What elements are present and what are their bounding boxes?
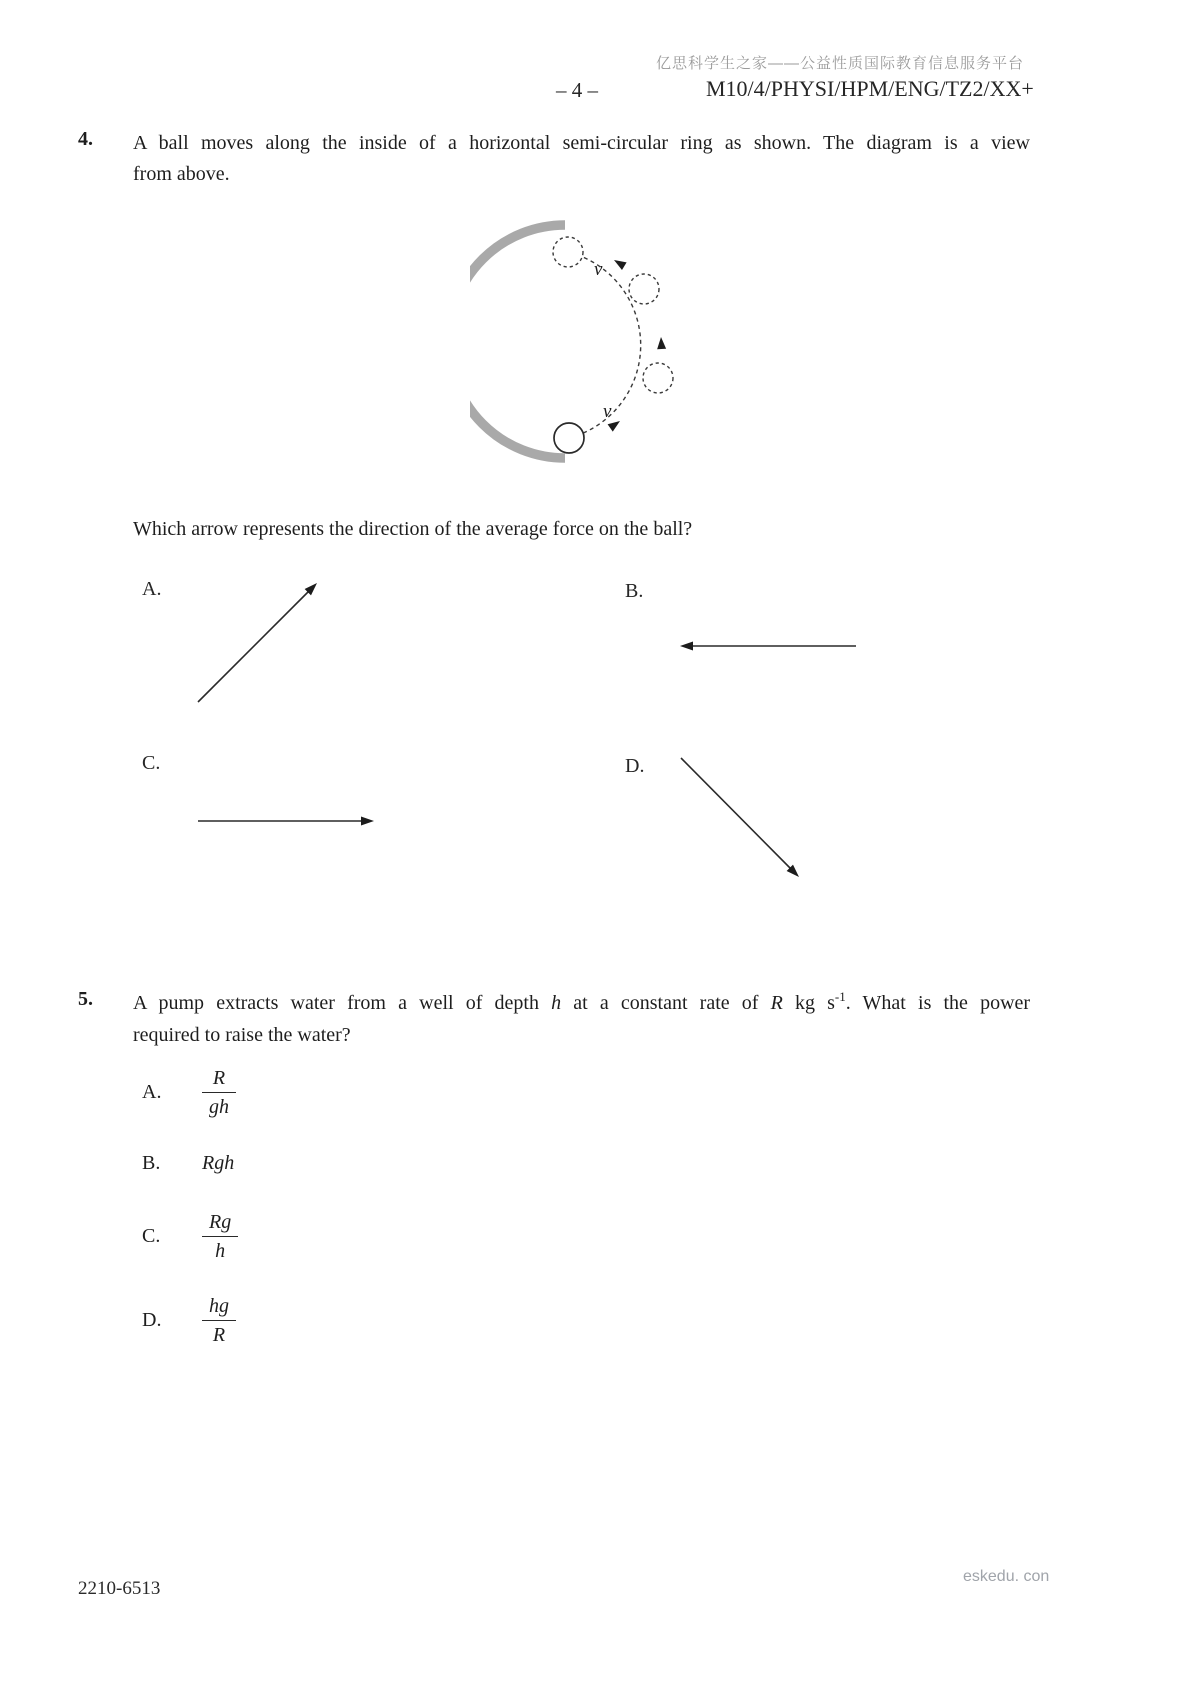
q4-option-b-arrow [670,634,865,658]
q5-option-c [142,1206,238,1266]
ball-start [554,423,584,453]
q5-option-d [142,1290,236,1350]
q5-option-d-formula: $\frac{hg}{R}$ [202,1295,236,1346]
q5-var-h: h [551,992,562,1014]
q4-option-a-arrow [190,575,330,715]
q4-option-c-arrow [190,809,385,833]
ball-position-dashed-2 [629,274,659,304]
question-4-number: 4. [78,128,93,150]
question-5-line2: required to raise the water? [133,1024,351,1046]
question-4-prompt: Which arrow represents the direction of the average force on the ball? [133,518,693,540]
q5-text-2: at a constant rate of [573,992,759,1014]
page-number: – 4 – [556,78,598,102]
q5-unit: kg $s^{-1}$ [794,989,846,1014]
q4-option-d-arrow [672,748,812,890]
ring-diagram [470,195,720,475]
q5-option-b [142,1150,234,1176]
question-4-text [133,128,1030,190]
trajectory-arrowhead-top [612,256,627,270]
q5-option-a-label: A. [142,1080,162,1103]
q5-option-d-label: D. [142,1308,162,1331]
trajectory-arrowhead-middle [657,337,667,349]
question-5-text [133,988,1030,1051]
q5-option-b-formula: Rgh [202,1151,235,1174]
q5-text-3: . What is the power [845,992,1031,1014]
v-label-bottom: v [603,401,612,422]
question-5-number: 5. [78,988,93,1010]
semi-circular-ring [470,225,565,458]
q4-option-b-label: B. [625,580,644,602]
question-4-line1: A ball moves along the inside of a horizontal semi-circular ring as shown. The diagram is a view [133,132,1030,154]
paper-code: M10/4/PHYSI/HPM/ENG/TZ2/XX+ [706,76,1034,101]
ball-position-dashed-3 [553,237,583,267]
watermark-text: eskedu. con [963,1568,1050,1585]
v-label-top: v [594,259,603,280]
q4-option-d-label: D. [625,755,645,777]
q5-option-a-formula: $\frac{R}{gh}$ [202,1067,236,1118]
q5-option-c-label: C. [142,1224,161,1247]
site-banner: 亿思科学生之家——公益性质国际教育信息服务平台 [656,55,1025,72]
ball-position-dashed-1 [643,363,673,393]
q4-option-a-label: A. [142,578,162,600]
question-4-line2: from above. [133,163,230,185]
q5-option-a [142,1062,236,1122]
q5-option-b-label: B. [142,1151,161,1174]
q4-option-c-label: C. [142,752,161,774]
q5-var-r: R [770,992,783,1014]
question-5-line1 [133,988,1030,1020]
document-code: 2210-6513 [78,1578,161,1599]
q5-unit-exponent: -1 [834,989,846,1004]
q5-text-1: A pump extracts water from a well of depth [133,992,539,1014]
q5-option-c-formula: $\frac{Rg}{h}$ [202,1211,238,1262]
